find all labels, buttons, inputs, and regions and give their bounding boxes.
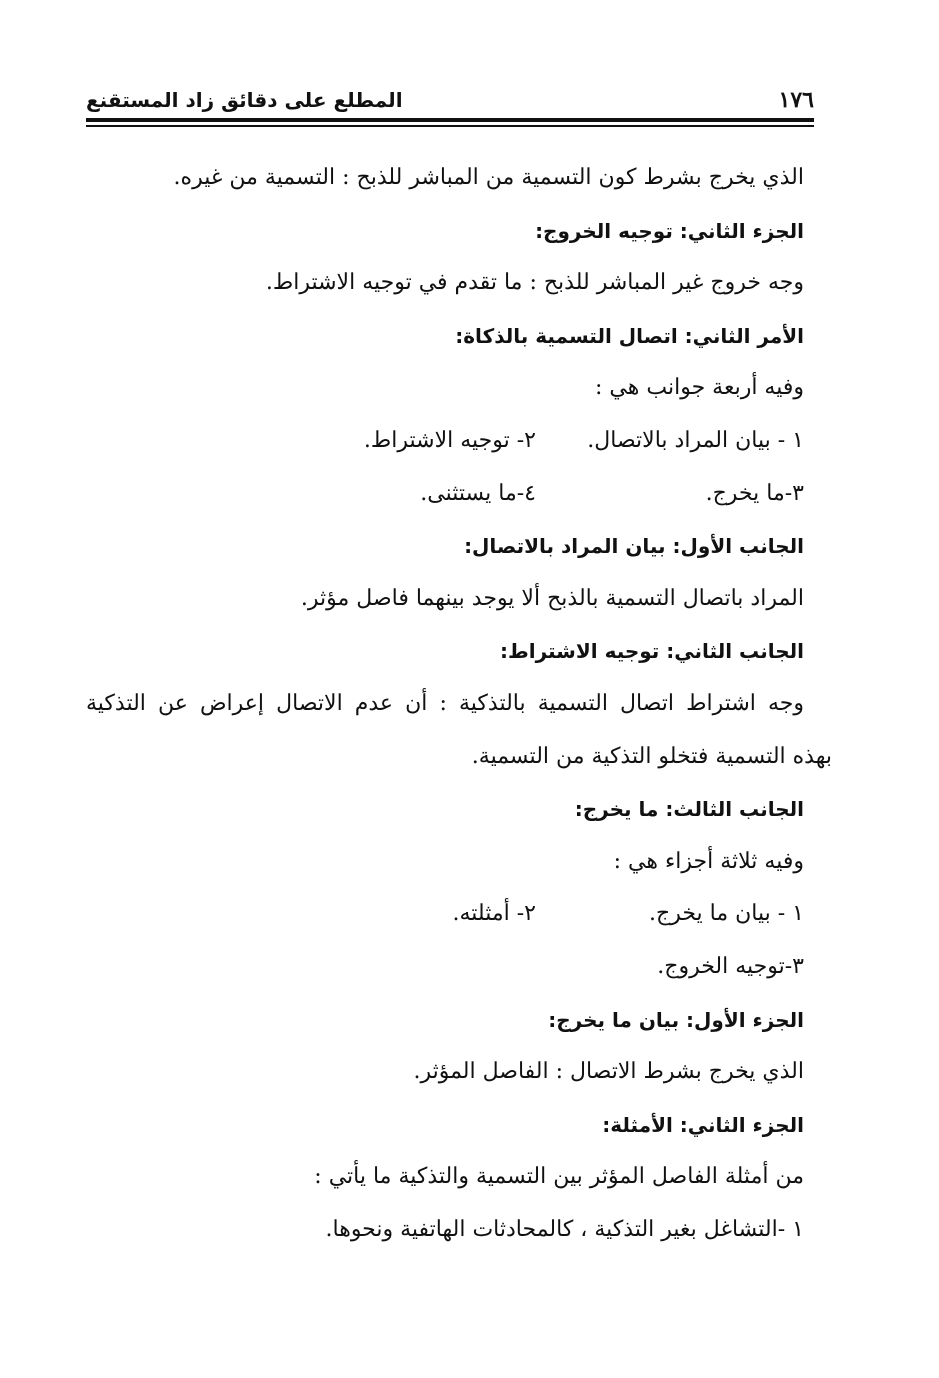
section-heading: الجانب الثاني: توجيه الاشتراط: — [499, 639, 804, 664]
section-heading: الجانب الثالث: ما يخرج: — [574, 797, 804, 822]
paragraph-line: وجه خروج غير المباشر للذبح : ما تقدم في توجيه الاشتراط. — [265, 270, 804, 296]
section-heading: الأمر الثاني: اتصال التسمية بالذكاة: — [455, 323, 804, 348]
list-item: ٢- توجيه الاشتراط. — [363, 427, 536, 453]
paragraph-line: بهذه التسمية فتخلو التذكية من التسمية. — [471, 743, 832, 769]
paragraph-line: وفيه أربعة جوانب هي : — [595, 375, 804, 401]
section-heading: الجزء الثاني: الأمثلة: — [602, 1112, 804, 1137]
list-item: ١ - بيان المراد بالاتصال. — [587, 427, 804, 453]
section-heading: الجزء الأول: بيان ما يخرج: — [548, 1007, 804, 1032]
section-heading: الجزء الثاني: توجيه الخروج: — [535, 218, 804, 243]
list-item: ٢- أمثلته. — [452, 901, 536, 927]
list-item: ٣-ما يخرج. — [705, 480, 804, 506]
paragraph-line: وفيه ثلاثة أجزاء هي : — [613, 848, 804, 874]
list-row — [86, 888, 804, 941]
paragraph-line: المراد باتصال التسمية بالذبح ألا يوجد بينهما فاصل مؤثر. — [300, 585, 804, 611]
header-rule-thin — [86, 125, 814, 127]
paragraph-line: الذي يخرج بشرط كون التسمية من المباشر للذبح : التسمية من غيره. — [173, 165, 804, 190]
list-item: ٣-توجيه الخروج. — [657, 953, 804, 979]
page-body — [86, 152, 832, 1256]
paragraph-line: وجه اشتراط اتصال التسمية بالتذكية : أن عدم الاتصال إعراض عن التذكية — [86, 690, 804, 716]
list-row — [86, 415, 804, 468]
page-header — [86, 86, 814, 114]
list-item: ١ -التشاغل بغير التذكية ، كالمحادثات الهاتفية ونحوها. — [325, 1216, 804, 1242]
section-heading: الجانب الأول: بيان المراد بالاتصال: — [464, 534, 804, 559]
page-number: ١٧٦ — [778, 87, 814, 113]
running-title: المطلع على دقائق زاد المستقنع — [86, 88, 403, 112]
paragraph-line: من أمثلة الفاصل المؤثر بين التسمية والتذكية ما يأتي : — [314, 1164, 804, 1190]
list-item: ١ - بيان ما يخرج. — [649, 901, 804, 927]
paragraph-line: الذي يخرج بشرط الاتصال : الفاصل المؤثر. — [413, 1059, 804, 1085]
list-row — [86, 468, 804, 521]
list-item: ٤-ما يستثنى. — [420, 480, 536, 506]
header-rule-thick — [86, 118, 814, 122]
